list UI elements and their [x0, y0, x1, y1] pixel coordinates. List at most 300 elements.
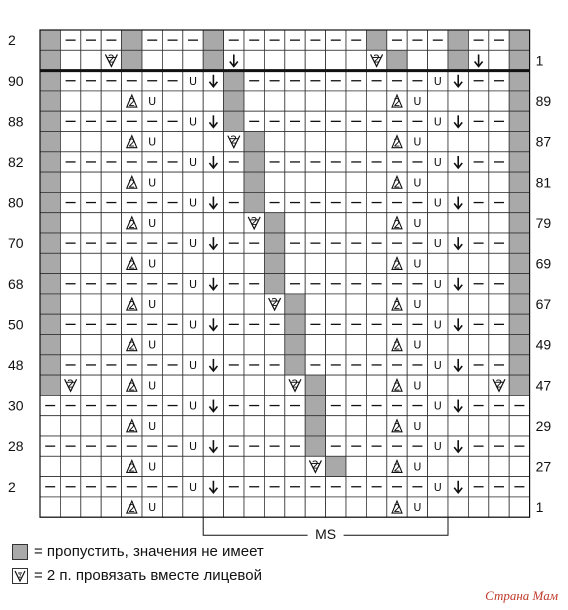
- chart-cell: [60, 294, 80, 314]
- chart-cell: [509, 172, 529, 192]
- chart-cell: [101, 416, 121, 436]
- yo-symbol: U: [148, 95, 157, 109]
- chart-cell: [40, 416, 60, 436]
- chart-cell: [224, 335, 244, 355]
- chart-cell: [60, 91, 80, 111]
- chart-cell: [224, 294, 244, 314]
- yo-symbol: U: [433, 155, 442, 169]
- chart-cell: [264, 375, 284, 395]
- row-label-left: 50: [8, 316, 24, 333]
- chart-cell: [101, 253, 121, 273]
- chart-cell: [509, 152, 529, 172]
- chart-cell: [162, 497, 182, 517]
- chart-cell: [326, 172, 346, 192]
- chart-cell: [366, 416, 386, 436]
- chart-cell: [40, 50, 60, 70]
- chart-cell: [326, 132, 346, 152]
- chart-cell: [244, 294, 264, 314]
- triangle-dec-number: 2: [393, 299, 401, 313]
- chart-cell: [224, 71, 244, 91]
- chart-cell: [346, 172, 366, 192]
- chart-cell: [244, 192, 264, 212]
- yo-symbol: U: [433, 115, 442, 129]
- chart-cell: [285, 497, 305, 517]
- yo-symbol: U: [433, 196, 442, 210]
- chart-cell: [203, 253, 223, 273]
- chart-cell: [509, 233, 529, 253]
- chart-cell: [162, 172, 182, 192]
- chart-cell: [509, 416, 529, 436]
- chart-cell: [183, 497, 203, 517]
- yo-symbol: U: [188, 399, 198, 413]
- chart-cell: [224, 91, 244, 111]
- chart-cell: [305, 213, 325, 233]
- row-label-left: 68: [8, 275, 24, 292]
- chart-cell: [407, 50, 427, 70]
- legend-k2tog: [12, 567, 262, 585]
- chart-cell: [366, 497, 386, 517]
- chart-cell: [40, 192, 60, 212]
- chart-cell: [224, 497, 244, 517]
- chart-cell: [448, 132, 468, 152]
- row-label-right: 47: [535, 377, 552, 394]
- chart-cell: [101, 132, 121, 152]
- chart-cell: [101, 172, 121, 192]
- chart-cell: [346, 335, 366, 355]
- chart-cell: [40, 91, 60, 111]
- k2tog-number: 2: [373, 52, 381, 66]
- chart-cell: [448, 294, 468, 314]
- chart-cell: [366, 456, 386, 476]
- chart-cell: [346, 416, 366, 436]
- chart-cell: [81, 497, 101, 517]
- chart-cell: [366, 172, 386, 192]
- yo-symbol: U: [148, 176, 157, 190]
- chart-cell: [468, 253, 488, 273]
- chart-cell: [489, 213, 509, 233]
- chart-cell: [162, 375, 182, 395]
- chart-cell: [468, 497, 488, 517]
- chart-cell: [183, 213, 203, 233]
- chart-cell: [264, 91, 284, 111]
- chart-cell: [305, 50, 325, 70]
- chart-cell: [162, 294, 182, 314]
- chart-cell: [366, 213, 386, 233]
- yo-symbol: U: [188, 237, 198, 251]
- chart-cell: [305, 294, 325, 314]
- chart-cell: [40, 233, 60, 253]
- chart-cell: [489, 172, 509, 192]
- chart-cell: [509, 456, 529, 476]
- chart-cell: [305, 395, 325, 415]
- yo-symbol: U: [148, 501, 157, 515]
- chart-cell: [162, 213, 182, 233]
- chart-cell: [60, 335, 80, 355]
- yo-symbol: U: [148, 419, 157, 433]
- yo-symbol: U: [188, 74, 198, 88]
- chart-cell: [40, 132, 60, 152]
- chart-cell: [60, 172, 80, 192]
- chart-cell: [60, 132, 80, 152]
- row-label-left: 48: [8, 356, 24, 373]
- gray-swatch-icon: [12, 544, 28, 560]
- chart-cell: [428, 213, 448, 233]
- yo-symbol: U: [413, 338, 422, 352]
- row-label-right: 49: [535, 336, 552, 353]
- triangle-dec-number: 2: [128, 177, 136, 191]
- row-label-left: 2: [8, 478, 16, 495]
- k2tog-number: 2: [311, 458, 319, 472]
- yo-symbol: U: [413, 257, 422, 271]
- chart-cell: [264, 335, 284, 355]
- chart-cell: [387, 50, 407, 70]
- chart-cell: [346, 253, 366, 273]
- chart-cell: [203, 172, 223, 192]
- chart-cell: [326, 416, 346, 436]
- chart-cell: [468, 294, 488, 314]
- chart-cell: [285, 50, 305, 70]
- yo-symbol: U: [433, 74, 442, 88]
- row-label-right: 69: [535, 255, 552, 272]
- row-label-left: 2: [8, 32, 16, 49]
- chart-cell: [122, 50, 142, 70]
- yo-symbol: U: [148, 379, 157, 393]
- chart-cell: [305, 253, 325, 273]
- chart-cell: [346, 91, 366, 111]
- chart-cell: [60, 416, 80, 436]
- watermark: Страна Мам: [485, 588, 558, 603]
- chart-cell: [468, 416, 488, 436]
- chart-cell: [468, 91, 488, 111]
- yo-symbol: U: [188, 115, 198, 129]
- row-label-right: 27: [535, 458, 552, 475]
- chart-cell: [428, 253, 448, 273]
- chart-cell: [183, 456, 203, 476]
- chart-cell: [40, 152, 60, 172]
- yo-symbol: U: [413, 135, 422, 149]
- row-label-right: 79: [535, 214, 552, 231]
- chart-cell: [40, 111, 60, 131]
- chart-cell: [264, 253, 284, 273]
- yo-symbol: U: [148, 216, 157, 230]
- chart-cell: [60, 50, 80, 70]
- yo-symbol: U: [148, 135, 157, 149]
- chart-cell: [264, 132, 284, 152]
- chart-cell: [428, 375, 448, 395]
- chart-cell: [162, 335, 182, 355]
- k2tog-number: 2: [291, 377, 299, 391]
- k2tog-number: 2: [230, 133, 238, 147]
- chart-cell: [183, 91, 203, 111]
- chart-cell: [448, 497, 468, 517]
- chart-cell: [346, 375, 366, 395]
- chart-cell: [448, 30, 468, 50]
- chart-cell: [509, 375, 529, 395]
- yo-symbol: U: [148, 338, 157, 352]
- chart-cell: [183, 416, 203, 436]
- chart-cell: [203, 456, 223, 476]
- chart-cell: [244, 91, 264, 111]
- chart-cell: [468, 172, 488, 192]
- chart-cell: [264, 416, 284, 436]
- chart-cell: [264, 213, 284, 233]
- chart-cell: [203, 213, 223, 233]
- chart-cell: [326, 294, 346, 314]
- row-label-right: 81: [535, 174, 552, 191]
- chart-cell: [264, 233, 284, 253]
- chart-cell: [448, 335, 468, 355]
- yo-symbol: U: [433, 237, 442, 251]
- chart-cell: [40, 294, 60, 314]
- chart-cell: [509, 335, 529, 355]
- chart-cell: [285, 172, 305, 192]
- chart-cell: [428, 456, 448, 476]
- chart-cell: [60, 456, 80, 476]
- chart-cell: [346, 50, 366, 70]
- yo-symbol: U: [188, 358, 198, 372]
- chart-cell: [203, 50, 223, 70]
- chart-cell: [428, 416, 448, 436]
- triangle-dec-number: 2: [128, 299, 136, 313]
- chart-cell: [183, 335, 203, 355]
- row-label-left: 90: [8, 72, 24, 89]
- chart-cell: [60, 497, 80, 517]
- chart-cell: [428, 172, 448, 192]
- yo-symbol: U: [188, 155, 198, 169]
- chart-cell: [81, 172, 101, 192]
- chart-cell: [489, 497, 509, 517]
- chart-cell: [285, 355, 305, 375]
- chart-cell: [244, 132, 264, 152]
- triangle-dec-number: 2: [128, 461, 136, 475]
- yo-symbol: U: [433, 440, 442, 454]
- row-label-right: 1: [535, 499, 544, 516]
- chart-cell: [183, 172, 203, 192]
- yo-symbol: U: [188, 440, 198, 454]
- chart-cell: [468, 213, 488, 233]
- chart-cell: [244, 375, 264, 395]
- yo-symbol: U: [433, 399, 442, 413]
- triangle-dec-number: 2: [393, 339, 401, 353]
- yo-symbol: U: [413, 176, 422, 190]
- chart-cell: [40, 172, 60, 192]
- chart-cell: [326, 91, 346, 111]
- chart-cell: [428, 294, 448, 314]
- chart-cell: [162, 91, 182, 111]
- chart-cell: [264, 456, 284, 476]
- chart-cell: [81, 213, 101, 233]
- chart-cell: [81, 50, 101, 70]
- chart-cell: [81, 456, 101, 476]
- legend-k2tog-text: = 2 п. провязать вместе лицевой: [34, 567, 262, 584]
- chart-cell: [183, 375, 203, 395]
- chart-cell: [40, 456, 60, 476]
- chart-cell: [264, 274, 284, 294]
- chart-cell: [509, 192, 529, 212]
- chart-cell: [183, 253, 203, 273]
- chart-cell: [509, 132, 529, 152]
- chart-cell: [305, 436, 325, 456]
- chart-cell: [244, 50, 264, 70]
- chart-cell: [203, 375, 223, 395]
- chart-cell: [81, 335, 101, 355]
- chart-cell: [122, 30, 142, 50]
- chart-cell: [285, 132, 305, 152]
- chart-cell: [285, 253, 305, 273]
- triangle-dec-number: 2: [128, 420, 136, 434]
- chart-cell: [60, 213, 80, 233]
- row-label-left: 82: [8, 153, 24, 170]
- chart-cell: [346, 294, 366, 314]
- chart-cell: [101, 91, 121, 111]
- triangle-dec-number: 2: [128, 96, 136, 110]
- chart-cell: [346, 497, 366, 517]
- chart-cell: [489, 253, 509, 273]
- chart-cell: [101, 335, 121, 355]
- chart-cell: [428, 50, 448, 70]
- chart-cell: [489, 456, 509, 476]
- row-label-left: 88: [8, 113, 24, 130]
- yo-symbol: U: [413, 298, 422, 312]
- chart-cell: [285, 416, 305, 436]
- chart-cell: [428, 335, 448, 355]
- chart-cell: [224, 253, 244, 273]
- chart-cell: [305, 416, 325, 436]
- chart-cell: [162, 416, 182, 436]
- chart-cell: [101, 456, 121, 476]
- chart-cell: [244, 172, 264, 192]
- chart-cell: [224, 111, 244, 131]
- chart-cell: [366, 375, 386, 395]
- chart-cell: [305, 172, 325, 192]
- triangle-dec-number: 2: [393, 136, 401, 150]
- chart-cell: [305, 91, 325, 111]
- chart-cell: [81, 253, 101, 273]
- triangle-dec-number: 2: [128, 380, 136, 394]
- chart-cell: [489, 416, 509, 436]
- chart-cell: [326, 213, 346, 233]
- chart-cell: [509, 253, 529, 273]
- chart-cell: [162, 50, 182, 70]
- chart-cell: [203, 416, 223, 436]
- chart-cell: [285, 91, 305, 111]
- chart-cell: [428, 497, 448, 517]
- chart-cell: [285, 335, 305, 355]
- chart-cell: [264, 172, 284, 192]
- chart-cell: [366, 132, 386, 152]
- yo-symbol: U: [413, 419, 422, 433]
- chart-cell: [468, 132, 488, 152]
- chart-cell: [366, 30, 386, 50]
- triangle-dec-number: 2: [128, 339, 136, 353]
- chart-cell: [203, 91, 223, 111]
- triangle-dec-number: 2: [393, 96, 401, 110]
- chart-cell: [366, 253, 386, 273]
- chart-cell: [183, 50, 203, 70]
- chart-cell: [40, 375, 60, 395]
- chart-cell: [448, 172, 468, 192]
- chart-cell: [101, 294, 121, 314]
- yo-symbol: U: [188, 318, 198, 332]
- chart-cell: [346, 132, 366, 152]
- chart-cell: [346, 456, 366, 476]
- k2tog-icon: [12, 568, 28, 584]
- k2tog-number: 2: [271, 296, 279, 310]
- chart-cell: [81, 294, 101, 314]
- k2tog-number: 2: [107, 52, 115, 66]
- chart-cell: [244, 416, 264, 436]
- k2tog-number: 2: [67, 377, 75, 391]
- chart-cell: [305, 497, 325, 517]
- chart-cell: [489, 294, 509, 314]
- yo-symbol: U: [188, 480, 198, 494]
- row-label-left: 70: [8, 235, 24, 252]
- chart-cell: [509, 274, 529, 294]
- chart-cell: [509, 314, 529, 334]
- chart-cell: [244, 456, 264, 476]
- triangle-dec-number: 2: [393, 461, 401, 475]
- chart-cell: [285, 294, 305, 314]
- chart-cell: [448, 213, 468, 233]
- chart-cell: [326, 50, 346, 70]
- row-label-right: 29: [535, 417, 552, 434]
- chart-cell: [162, 253, 182, 273]
- yo-symbol: U: [413, 460, 422, 474]
- yo-symbol: U: [148, 460, 157, 474]
- chart-cell: [264, 497, 284, 517]
- chart-cell: [40, 335, 60, 355]
- chart-cell: [285, 456, 305, 476]
- chart-cell: [142, 50, 162, 70]
- chart-cell: [509, 294, 529, 314]
- row-label-left: 30: [8, 397, 24, 414]
- chart-cell: [224, 172, 244, 192]
- chart-cell: [203, 132, 223, 152]
- chart-cell: [101, 375, 121, 395]
- repeat-label: MS: [315, 526, 337, 543]
- chart-cell: [468, 335, 488, 355]
- row-label-right: 89: [535, 93, 552, 110]
- chart-cell: [244, 152, 264, 172]
- yo-symbol: U: [433, 277, 442, 291]
- yo-symbol: U: [433, 318, 442, 332]
- chart-cell: [203, 335, 223, 355]
- chart-cell: [285, 314, 305, 334]
- yo-symbol: U: [413, 95, 422, 109]
- chart-cell: [162, 132, 182, 152]
- legend-gray: [12, 543, 264, 561]
- triangle-dec-number: 2: [128, 502, 136, 516]
- triangle-dec-number: 2: [128, 136, 136, 150]
- chart-cell: [60, 253, 80, 273]
- triangle-dec-number: 2: [393, 177, 401, 191]
- chart-cell: [81, 91, 101, 111]
- triangle-dec-number: 2: [128, 258, 136, 272]
- chart-cell: [40, 497, 60, 517]
- chart-cell: [40, 30, 60, 50]
- chart-cell: [162, 456, 182, 476]
- chart-cell: [305, 335, 325, 355]
- chart-cell: [509, 111, 529, 131]
- chart-cell: [428, 91, 448, 111]
- chart-cell: [346, 213, 366, 233]
- chart-cell: [183, 294, 203, 314]
- chart-cell: [448, 456, 468, 476]
- triangle-dec-number: 2: [393, 258, 401, 272]
- chart-cell: [366, 91, 386, 111]
- chart-cell: [326, 456, 346, 476]
- triangle-dec-number: 2: [393, 380, 401, 394]
